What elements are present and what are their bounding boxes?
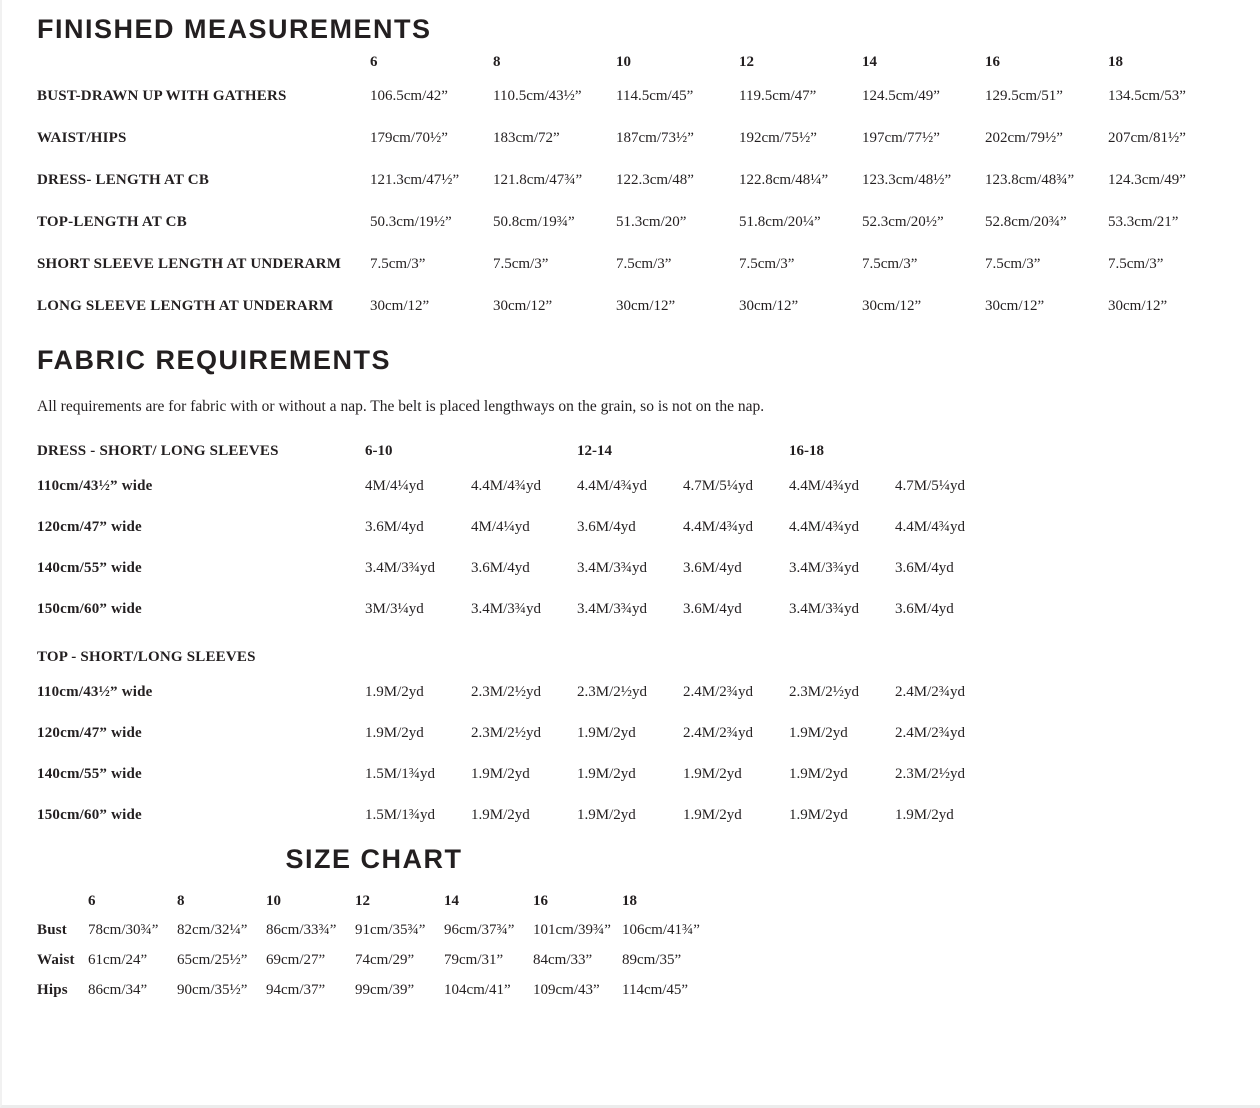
size-header: 10 [616, 53, 631, 70]
size-chart-table [37, 887, 711, 1005]
body-measurement-value: 91cm/35¾” [355, 921, 426, 938]
size-header: 16 [985, 53, 1000, 70]
yardage-value: 4.4M/4¾yd [577, 478, 648, 494]
body-measurement-value: 74cm/29” [355, 951, 415, 968]
yardage-value: 1.9M/2yd [789, 807, 848, 823]
size-header: 12 [739, 53, 754, 70]
size-group-header: 6-10 [365, 442, 393, 459]
measurement-value: 187cm/73½” [616, 129, 694, 146]
measurement-value: 30cm/12” [862, 297, 922, 314]
yardage-value: 1.9M/2yd [789, 725, 848, 741]
measurement-value: 197cm/77½” [862, 129, 940, 146]
measurement-value: 30cm/12” [739, 297, 799, 314]
yardage-value: 4.4M/4¾yd [895, 519, 966, 535]
yardage-value: 3.6M/4yd [895, 560, 954, 576]
fabric-width-label: 110cm/43½” wide [37, 684, 153, 700]
fabric-width-label: 110cm/43½” wide [37, 478, 153, 494]
yardage-value: 1.5M/1¾yd [365, 807, 436, 823]
measurement-value: 122.3cm/48” [616, 171, 694, 188]
yardage-value: 1.9M/2yd [577, 807, 636, 823]
size-group-header: 16-18 [789, 442, 824, 459]
measurement-value: 30cm/12” [493, 297, 553, 314]
fabric-width-label: 120cm/47” wide [37, 519, 142, 535]
measurement-value: 207cm/81½” [1108, 129, 1186, 146]
table-row [37, 75, 1232, 117]
table-row [37, 159, 1232, 201]
table-row [37, 945, 711, 975]
measurement-value: 119.5cm/47” [739, 87, 817, 104]
yardage-value: 1.9M/2yd [577, 766, 636, 782]
fabric-width-label: 150cm/60” wide [37, 807, 142, 823]
body-measurement-value: 99cm/39” [355, 981, 415, 998]
finished-measurements-title: FINISHED MEASUREMENTS [37, 14, 432, 44]
size-header: 18 [1108, 53, 1123, 70]
fabric-requirements-title: FABRIC REQUIREMENTS [37, 345, 392, 375]
measurement-value: 7.5cm/3” [862, 255, 918, 272]
yardage-value: 3M/3¼yd [365, 601, 424, 617]
yardage-value: 2.3M/2½yd [471, 684, 542, 700]
finished-size-header-row [37, 49, 1232, 75]
table-row [37, 975, 711, 1005]
body-measurement-value: 86cm/33¾” [266, 921, 337, 938]
yardage-value: 4.4M/4¾yd [789, 478, 860, 494]
body-measurement-value: 96cm/37¾” [444, 921, 515, 938]
row-label: SHORT SLEEVE LENGTH AT UNDERARM [37, 255, 342, 272]
measurement-value: 121.8cm/47¾” [493, 171, 583, 188]
fabric-note: All requirements are for fabric with or without a nap. The belt is placed lengthways on the grain, so is not on the nap. [37, 398, 765, 415]
size-chart-section [37, 846, 711, 1005]
table-row [37, 285, 1232, 327]
yardage-value: 2.4M/2¾yd [895, 684, 966, 700]
fabric-width-label: 120cm/47” wide [37, 725, 142, 741]
yardage-value: 4M/4¼yd [471, 519, 530, 535]
fabric-width-label: 140cm/55” wide [37, 766, 142, 782]
measurement-value: 106.5cm/42” [370, 87, 448, 104]
measurement-value: 50.3cm/19½” [370, 213, 452, 230]
body-measurement-value: 89cm/35” [622, 951, 682, 968]
body-measurement-value: 82cm/32¼” [177, 921, 248, 938]
table-row [37, 201, 1232, 243]
body-measurement-value: 106cm/41¾” [622, 921, 700, 938]
measurement-value: 52.8cm/20¾” [985, 213, 1067, 230]
measurement-value: 7.5cm/3” [493, 255, 549, 272]
body-measurement-value: 61cm/24” [88, 951, 148, 968]
yardage-value: 2.3M/2½yd [789, 684, 860, 700]
finished-measurements-table [37, 49, 1232, 327]
yardage-value: 2.4M/2¾yd [895, 725, 966, 741]
measurement-value: 30cm/12” [985, 297, 1045, 314]
body-measurement-value: 78cm/30¾” [88, 921, 159, 938]
yardage-value: 2.3M/2½yd [895, 766, 966, 782]
size-header: 8 [177, 892, 185, 909]
yardage-value: 4.7M/5¼yd [683, 478, 754, 494]
size-group-header: 12-14 [577, 442, 612, 459]
measurement-value: 7.5cm/3” [985, 255, 1041, 272]
measurement-value: 52.3cm/20½” [862, 213, 944, 230]
yardage-value: 1.9M/2yd [471, 766, 530, 782]
size-header: 18 [622, 892, 637, 909]
yardage-value: 1.9M/2yd [471, 807, 530, 823]
size-header: 6 [88, 892, 96, 909]
measurement-value: 51.3cm/20” [616, 213, 687, 230]
yardage-value: 3.6M/4yd [365, 519, 424, 535]
size-chart-title: SIZE CHART [285, 844, 463, 874]
yardage-value: 3.6M/4yd [683, 560, 742, 576]
yardage-value: 4M/4¼yd [365, 478, 424, 494]
top-fabric-table [37, 642, 1232, 836]
measurement-value: 30cm/12” [1108, 297, 1168, 314]
body-measurement-value: 104cm/41” [444, 981, 511, 998]
table-row [37, 243, 1232, 285]
yardage-value: 4.4M/4¾yd [683, 519, 754, 535]
row-label: Hips [37, 981, 68, 998]
size-header: 12 [355, 892, 370, 909]
measurement-value: 7.5cm/3” [739, 255, 795, 272]
row-label: LONG SLEEVE LENGTH AT UNDERARM [37, 297, 334, 314]
measurement-value: 53.3cm/21” [1108, 213, 1179, 230]
yardage-value: 1.5M/1¾yd [365, 766, 436, 782]
yardage-value: 2.4M/2¾yd [683, 684, 754, 700]
measurement-value: 121.3cm/47½” [370, 171, 460, 188]
yardage-value: 1.9M/2yd [683, 807, 742, 823]
measurement-value: 124.3cm/49” [1108, 171, 1186, 188]
body-measurement-value: 79cm/31” [444, 951, 504, 968]
body-measurement-value: 114cm/45” [622, 981, 689, 998]
top-header-row [37, 642, 1232, 672]
measurement-value: 30cm/12” [370, 297, 430, 314]
yardage-value: 3.6M/4yd [471, 560, 530, 576]
body-measurement-value: 109cm/43” [533, 981, 600, 998]
yardage-value: 3.6M/4yd [577, 519, 636, 535]
measurement-value: 114.5cm/45” [616, 87, 694, 104]
size-chart-header-row [37, 887, 711, 915]
measurement-value: 50.8cm/19¾” [493, 213, 575, 230]
measurement-value: 179cm/70½” [370, 129, 448, 146]
row-label: Waist [37, 951, 75, 968]
yardage-value: 3.4M/3¾yd [577, 601, 648, 617]
yardage-value: 1.9M/2yd [789, 766, 848, 782]
measurement-value: 192cm/75½” [739, 129, 817, 146]
size-header: 6 [370, 53, 378, 70]
dress-header-row [37, 436, 1232, 466]
row-label: BUST-DRAWN UP WITH GATHERS [37, 87, 287, 104]
measurement-value: 122.8cm/48¼” [739, 171, 829, 188]
top-table-label: TOP - SHORT/LONG SLEEVES [37, 648, 256, 665]
size-header: 10 [266, 892, 281, 909]
yardage-value: 1.9M/2yd [577, 725, 636, 741]
size-header: 14 [862, 53, 877, 70]
yardage-value: 4.4M/4¾yd [789, 519, 860, 535]
measurement-value: 7.5cm/3” [370, 255, 426, 272]
measurement-value: 123.3cm/48½” [862, 171, 952, 188]
measurement-value: 30cm/12” [616, 297, 676, 314]
measurement-value: 51.8cm/20¼” [739, 213, 821, 230]
table-row [37, 713, 1232, 754]
body-measurement-value: 101cm/39¾” [533, 921, 611, 938]
fabric-width-label: 150cm/60” wide [37, 601, 142, 617]
measurement-value: 183cm/72” [493, 129, 560, 146]
table-row [37, 754, 1232, 795]
yardage-value: 2.4M/2¾yd [683, 725, 754, 741]
measurement-value: 7.5cm/3” [1108, 255, 1164, 272]
table-row [37, 117, 1232, 159]
yardage-value: 3.6M/4yd [895, 601, 954, 617]
size-header: 16 [533, 892, 548, 909]
size-header: 14 [444, 892, 459, 909]
dress-fabric-table [37, 436, 1232, 630]
yardage-value: 3.4M/3¾yd [365, 560, 436, 576]
measurement-value: 7.5cm/3” [616, 255, 672, 272]
measurement-value: 129.5cm/51” [985, 87, 1063, 104]
yardage-value: 3.4M/3¾yd [577, 560, 648, 576]
yardage-value: 2.3M/2½yd [471, 725, 542, 741]
body-measurement-value: 84cm/33” [533, 951, 593, 968]
table-row [37, 672, 1232, 713]
yardage-value: 3.4M/3¾yd [471, 601, 542, 617]
row-label: Bust [37, 921, 67, 938]
table-row [37, 589, 1232, 630]
measurement-value: 202cm/79½” [985, 129, 1063, 146]
table-row [37, 466, 1232, 507]
measurement-value: 134.5cm/53” [1108, 87, 1186, 104]
yardage-value: 3.4M/3¾yd [789, 560, 860, 576]
table-row [37, 915, 711, 945]
measurement-value: 124.5cm/49” [862, 87, 940, 104]
row-label: WAIST/HIPS [37, 129, 127, 146]
yardage-value: 1.9M/2yd [365, 684, 424, 700]
yardage-value: 4.4M/4¾yd [471, 478, 542, 494]
yardage-value: 1.9M/2yd [365, 725, 424, 741]
table-row [37, 507, 1232, 548]
table-row [37, 548, 1232, 589]
fabric-width-label: 140cm/55” wide [37, 560, 142, 576]
measurement-value: 123.8cm/48¾” [985, 171, 1075, 188]
row-label: DRESS- LENGTH AT CB [37, 171, 210, 188]
body-measurement-value: 69cm/27” [266, 951, 326, 968]
row-label: TOP-LENGTH AT CB [37, 213, 187, 230]
yardage-value: 1.9M/2yd [895, 807, 954, 823]
body-measurement-value: 94cm/37” [266, 981, 326, 998]
body-measurement-value: 90cm/35½” [177, 981, 248, 998]
yardage-value: 2.3M/2½yd [577, 684, 648, 700]
body-measurement-value: 65cm/25½” [177, 951, 248, 968]
dress-table-label: DRESS - SHORT/ LONG SLEEVES [37, 442, 279, 459]
body-measurement-value: 86cm/34” [88, 981, 148, 998]
size-header: 8 [493, 53, 501, 70]
yardage-value: 4.7M/5¼yd [895, 478, 966, 494]
measurement-value: 110.5cm/43½” [493, 87, 582, 104]
yardage-value: 3.6M/4yd [683, 601, 742, 617]
yardage-value: 3.4M/3¾yd [789, 601, 860, 617]
yardage-value: 1.9M/2yd [683, 766, 742, 782]
table-row [37, 795, 1232, 836]
